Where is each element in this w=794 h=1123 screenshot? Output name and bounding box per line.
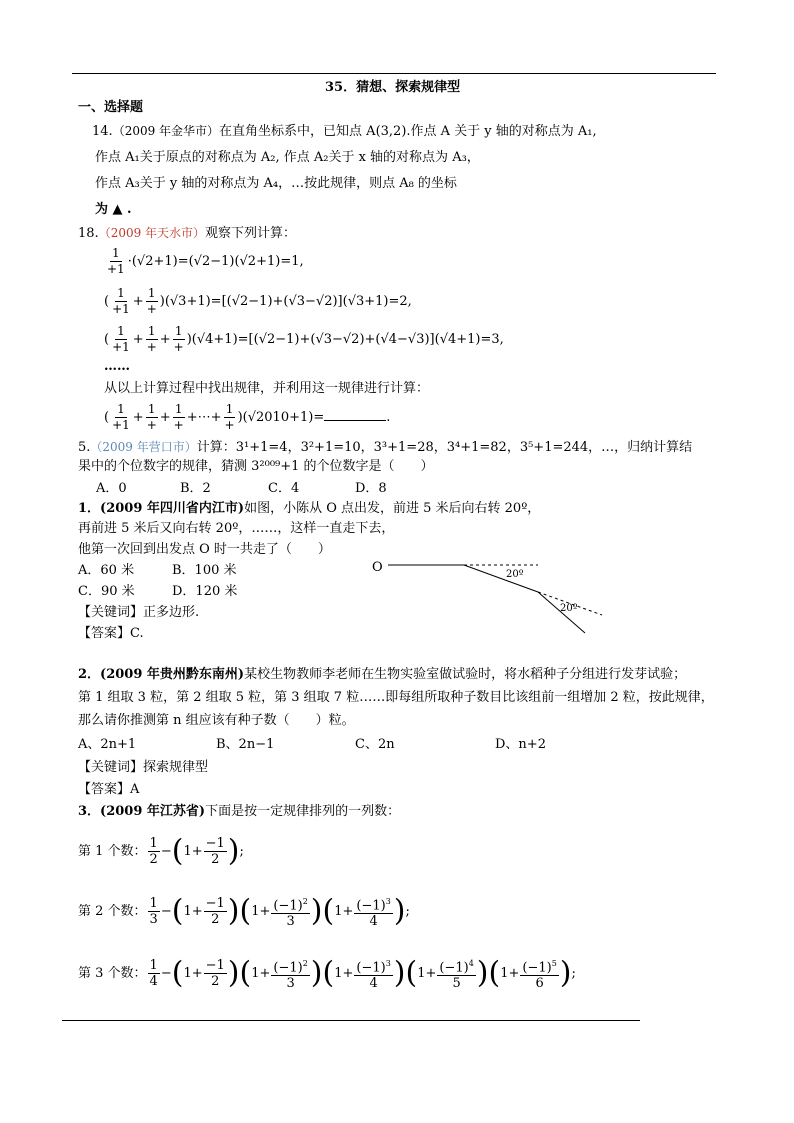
q5-source: （2009 年营口市） bbox=[90, 440, 197, 454]
q18-row3-text: )(√4+1)=[(√2−1)+(√3−√2)+(√4−√3)](√4+1)=3, bbox=[186, 332, 504, 347]
bottom-rule bbox=[62, 1020, 640, 1021]
q2-keywords: 【关键词】探索规律型 bbox=[78, 760, 209, 775]
q18-number: 18. bbox=[78, 226, 99, 241]
q5-option-b: B．2 bbox=[180, 481, 211, 496]
q18-row2: ( $\frac{1}{+1}$ + $\frac{1}{+}$ )(√3+1)=[(√2−1)+(√3−√2)](√3+1)=2, bbox=[104, 286, 412, 316]
q18-line bbox=[78, 224, 296, 243]
q18-intro: 观察下列计算： bbox=[205, 226, 297, 241]
q2-line1 bbox=[78, 666, 686, 684]
q2-source: (2009 年贵州黔东南州) bbox=[100, 667, 245, 682]
q2-option-c: C、2n bbox=[355, 737, 395, 752]
q14-text-1: 在直角坐标系中，已知点 A(3,2).作点 A 关于 y 轴的对称点为 A₁, bbox=[219, 124, 597, 139]
q1-line1 bbox=[78, 500, 540, 518]
q2-line3: 那么请你推测第 n 组应该有种子数（ ）粒。 bbox=[78, 713, 355, 728]
q1-option-b: B．100 米 bbox=[172, 563, 237, 578]
q18-row4-text: )(√2010+1)= bbox=[237, 410, 325, 425]
q14-number: 14. bbox=[92, 124, 113, 139]
q2-option-d: D、n+2 bbox=[495, 737, 546, 752]
q5-line1 bbox=[78, 438, 692, 457]
q5-text-1: 计算：3¹+1=4，3²+1=10，3³+1=28，3⁴+1=82，3⁵+1=244，…，归纳计算结 bbox=[196, 440, 693, 455]
q5-option-d: D．8 bbox=[355, 481, 387, 496]
q3-intro: 下面是按一定规律排列的一列数： bbox=[205, 804, 401, 819]
q14-line4: 为 ▲ . bbox=[95, 202, 132, 217]
page-title: 35．猜想、探索规律型 bbox=[325, 80, 461, 95]
q3-item1: 第 1 个数： $\frac{1}{2}$ −(1+ $\frac{-1}{2}$ ); bbox=[78, 833, 244, 869]
q3-number: 3． bbox=[78, 804, 101, 819]
figure-angle-2: 20º bbox=[560, 603, 578, 614]
figure-angle-1: 20º bbox=[506, 569, 524, 580]
section-heading: 一、选择题 bbox=[78, 100, 144, 115]
q1-number: 1． bbox=[78, 501, 101, 516]
q1-line2: 再前进 5 米后又向右转 20º，……，这样一直走下去， bbox=[78, 521, 395, 536]
q5-option-c: C．4 bbox=[268, 481, 300, 496]
walking-path-figure bbox=[360, 555, 610, 640]
q2-option-a: A、2n+1 bbox=[78, 737, 137, 752]
q2-number: 2． bbox=[78, 667, 101, 682]
q18-row1-text: ·(√2+1)=(√2−1)(√2+1)=1, bbox=[127, 254, 304, 269]
q5-line2: 果中的个位数字的规律，猜测 3²⁰⁰⁹+1 的个位数字是（ ） bbox=[78, 459, 434, 474]
q3-item2: 第 2 个数： $\frac{1}{3}$ −(1+ $\frac{-1}{2}$ )(1+ $\frac{(-1)^2}{3}$ )(1+ $\frac{(-1)^3}{4}$ ); bbox=[78, 893, 410, 930]
q18-dots: …… bbox=[104, 359, 130, 374]
q1-option-a: A．60 米 bbox=[78, 563, 135, 578]
q18-row2-text: )(√3+1)=[(√2−1)+(√3−√2)](√3+1)=2, bbox=[159, 294, 412, 309]
q2-answer: 【答案】A bbox=[78, 782, 140, 797]
figure-segment-2 bbox=[464, 565, 538, 592]
q5-number: 5. bbox=[78, 440, 91, 455]
figure-origin-label: O bbox=[372, 560, 383, 575]
q1-keywords: 【关键词】正多边形. bbox=[78, 605, 200, 620]
q1-line3: 他第一次回到出发点 O 时一共走了（ ） bbox=[78, 542, 331, 557]
q14-line1 bbox=[92, 122, 597, 141]
q3-line1 bbox=[78, 803, 400, 821]
q3-label-3: 第 3 个数： bbox=[78, 966, 147, 981]
q3-source: (2009 年江苏省) bbox=[100, 804, 206, 819]
q14-line2: 作点 A₁关于原点的对称点为 A₂, 作点 A₂关于 x 轴的对称点为 A₃， bbox=[95, 150, 480, 165]
q2-option-b: B、2n−1 bbox=[216, 737, 275, 752]
q14-line3: 作点 A₃关于 y 轴的对称点为 A₄，…按此规律，则点 A₈ 的坐标 bbox=[95, 176, 457, 191]
q18-source: （2009 年天水市） bbox=[98, 226, 206, 240]
q14-source: （2009 年金华市） bbox=[112, 124, 220, 138]
q3-item3: 第 3 个数： $\frac{1}{4}$ −(1+ $\frac{-1}{2}$ )(1+ $\frac{(-1)^2}{3}$ )(1+ $\frac{(-1)^3}{4}$ )(1+ $\frac{(-1)^4}{5}$ )(1+ $\frac{(-1)^5}{6}$ ); bbox=[78, 955, 576, 992]
answer-blank bbox=[324, 408, 386, 421]
q18-instruction: 从以上计算过程中找出规律，并利用这一规律进行计算： bbox=[104, 381, 430, 396]
q1-source: (2009 年四川省内江市) bbox=[100, 501, 245, 516]
q1-option-c: C．90 米 bbox=[78, 584, 135, 599]
top-rule bbox=[72, 73, 716, 74]
q18-row3: ( $\frac{1}{+1}$ + $\frac{1}{+}$ + $\frac{1}{+}$ )(√4+1)=[(√2−1)+(√3−√2)+(√4−√3)](√4+1)=3, bbox=[104, 324, 504, 354]
q1-answer: 【答案】C. bbox=[78, 626, 144, 641]
q2-line2: 第 1 组取 3 粒，第 2 组取 5 粒，第 3 组取 7 粒……即每组所取种子数目比该组前一组增加 2 粒，按此规律， bbox=[78, 690, 714, 705]
q1-text-1: 如图，小陈从 O 点出发，前进 5 米后向右转 20º， bbox=[244, 501, 541, 516]
q18-row1: $\frac{1}{+1}$ ·(√2+1)=(√2−1)(√2+1)=1, bbox=[107, 246, 304, 276]
q3-label-2: 第 2 个数： bbox=[78, 904, 147, 919]
q1-option-d: D．120 米 bbox=[172, 584, 238, 599]
q5-option-a: A．0 bbox=[96, 481, 127, 496]
q2-text-1: 某校生物教师李老师在生物实验室做试验时，将水稻种子分组进行发芽试验； bbox=[244, 667, 687, 682]
q18-row4: ( $\frac{1}{+1}$ + $\frac{1}{+}$ + $\frac{1}{+}$ +⋯+ $\frac{1}{+}$ )(√2010+1)= . bbox=[104, 402, 391, 432]
q3-label-1: 第 1 个数： bbox=[78, 844, 147, 859]
